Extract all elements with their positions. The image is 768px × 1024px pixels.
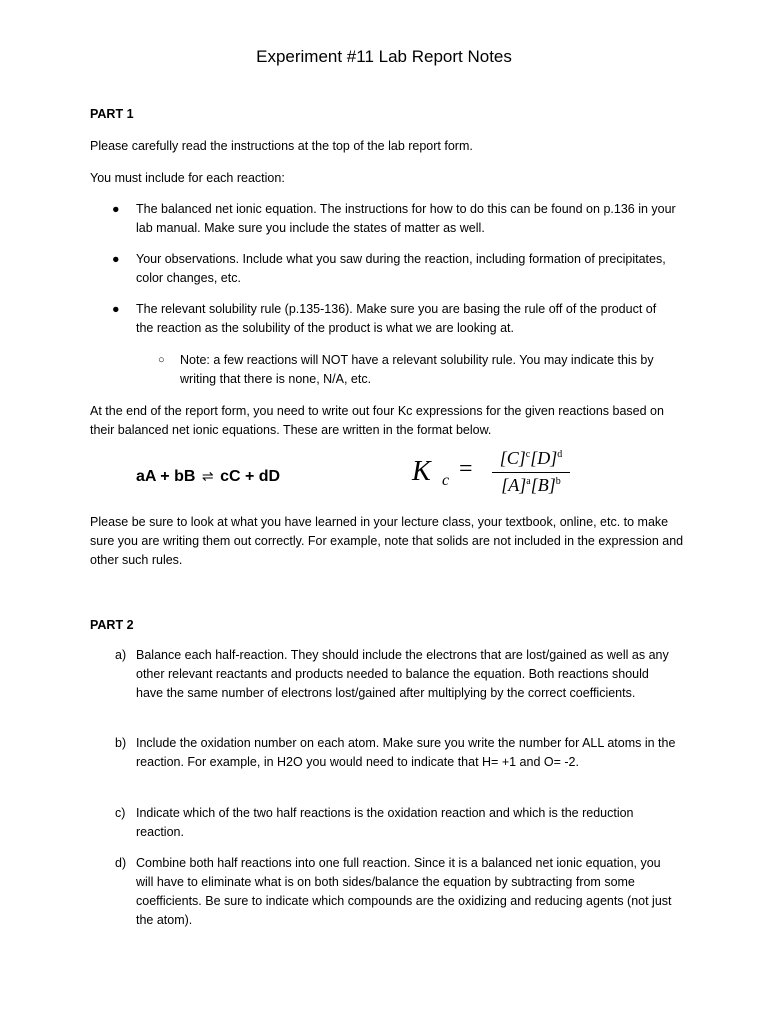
- kc-num-d-exp: d: [557, 449, 563, 460]
- document-title: Experiment #11 Lab Report Notes: [256, 47, 512, 66]
- equilibrium-arrow-icon: ⇌: [201, 468, 214, 484]
- general-equation: [136, 466, 280, 487]
- bullet-text: Your observations. Include what you saw during the reaction, including formation of precipitates, color changes, etc.: [136, 252, 666, 285]
- kc-denominator: [488, 475, 574, 496]
- kc-equals: =: [459, 456, 473, 482]
- list-text: Combine both half reactions into one full reaction. Since it is a balanced net ionic equation, you will have to eliminate what is on both sides/balance the equation by subtracting from some coefficients. Be sure to indicate which compounds are the oxidizing and reducing agents (not just the atom).: [136, 856, 672, 927]
- fraction-bar: [492, 472, 570, 473]
- bullet-text: The balanced net ionic equation. The instructions for how to do this can be found on p.136 in your lab manual. Make sure you include the states of matter as well.: [136, 202, 676, 235]
- list-marker: d): [115, 856, 127, 870]
- kc-num-d: [D]: [530, 448, 558, 468]
- kc-numerator: [488, 448, 574, 469]
- kc-k: K: [412, 456, 431, 487]
- kc-den-b-exp: b: [555, 476, 561, 487]
- list-text: Balance each half-reaction. They should include the electrons that are lost/gained as well as any other relevant reactants and products needed to balance the equation. Both reactions should have the same number of electrons lost/gained after multiplying by the correct coefficients.: [136, 648, 669, 700]
- bullet-icon: ●: [112, 302, 120, 316]
- equation-right: cC + dD: [220, 468, 281, 485]
- kc-num-c: [C]: [499, 448, 526, 468]
- kc-den-a-exp: a: [526, 476, 531, 487]
- must-include-text: You must include for each reaction:: [90, 171, 285, 185]
- kc-den-a: [A]: [501, 475, 527, 495]
- equation-left: aA + bB: [136, 468, 196, 485]
- note-text: Note: a few reactions will NOT have a relevant solubility rule. You may indicate this by writing that there is none, N/A, etc.: [180, 353, 654, 386]
- bullet-text: The relevant solubility rule (p.135-136). Make sure you are basing the rule off of the product of the reaction as the solubility of the product is what we are looking at.: [136, 302, 657, 335]
- list-text: Include the oxidation number on each atom. Make sure you write the number for ALL atoms in the reaction. For example, in H2O you would need to indicate that H= +1 and O= -2.: [136, 736, 676, 769]
- bullet-icon: ●: [112, 252, 120, 266]
- kc-subscript: c: [442, 472, 450, 489]
- kc-den-b: [B]: [530, 475, 556, 495]
- kc-paragraph: At the end of the report form, you need to write out four Kc expressions for the given reactions based on their balanced net ionic equations. These are written in the format below.: [90, 404, 664, 437]
- hollow-circle-icon: ○: [158, 354, 165, 366]
- part2-heading: PART 2: [90, 618, 134, 632]
- part1-intro: Please carefully read the instructions at the top of the lab report form.: [90, 139, 473, 153]
- list-text: Indicate which of the two half reactions is the oxidation reaction and which is the reduction reaction.: [136, 806, 634, 839]
- list-marker: c): [115, 806, 126, 820]
- list-marker: a): [115, 648, 127, 662]
- kc-formula: [412, 448, 592, 500]
- part1-heading: PART 1: [90, 107, 134, 121]
- closing-paragraph: Please be sure to look at what you have learned in your lecture class, your textbook, online, etc. to make sure you are writing them out correctly. For example, note that solids are not included in the expression and other such rules.: [90, 515, 684, 567]
- bullet-icon: ●: [112, 202, 120, 216]
- list-marker: b): [115, 736, 127, 750]
- kc-num-c-exp: c: [525, 449, 531, 460]
